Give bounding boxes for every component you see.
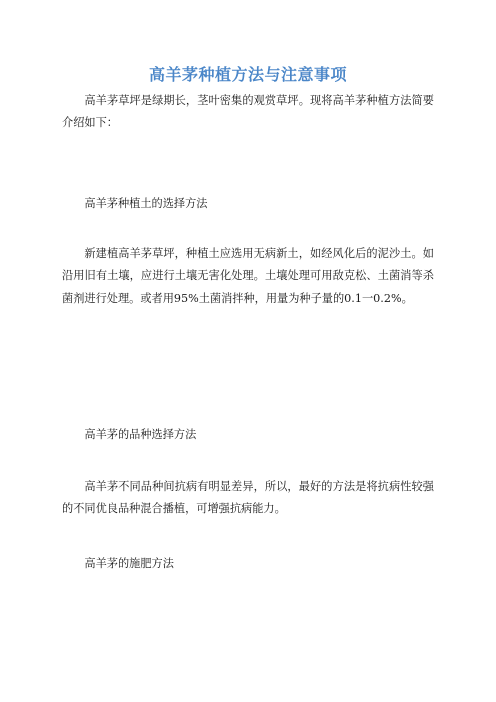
document-title: 高羊茅种植方法与注意事项 xyxy=(148,65,347,84)
section-body-soil: 新建植高羊茅草坪，种植土应选用无病新土，如经风化后的泥沙土。如沿用旧有土壤，应进行土壤无害化处理。土壤处理可用敌克松、土菌消等杀菌剂进行处理。或者用95%土菌消拌种，用量为种子量的0.1一0.2%。 xyxy=(62,247,434,305)
intro-paragraph: 高羊茅草坪是绿期长，茎叶密集的观赏草坪。现将高羊茅种植方法简要介绍如下： xyxy=(62,94,434,130)
section-body-variety: 高羊茅不同品种间抗病有明显差异，所以，最好的方法是将抗病性较强的不同优良品种混合播植，可增强抗病能力。 xyxy=(62,480,434,516)
section-heading-soil: 高羊茅种植土的选择方法 xyxy=(84,197,208,210)
section-heading-variety: 高羊茅的品种选择方法 xyxy=(84,428,197,441)
section-heading-fertilizer: 高羊茅的施肥方法 xyxy=(84,557,174,570)
